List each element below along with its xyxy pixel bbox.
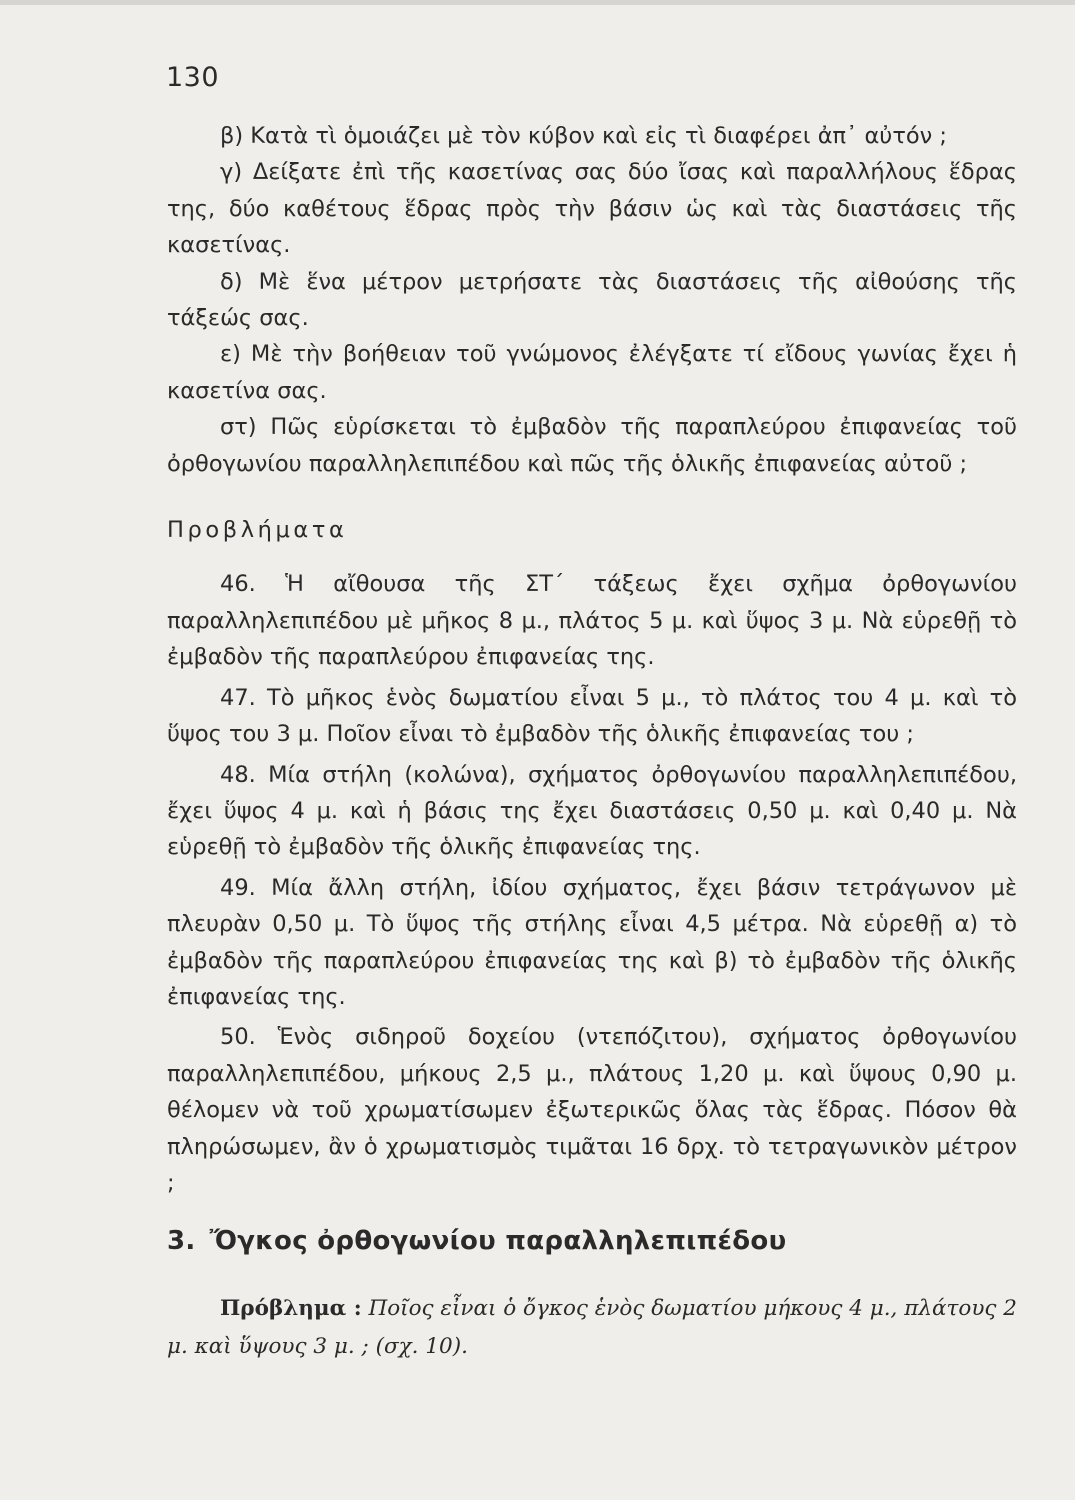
section-heading <box>167 1223 1017 1259</box>
final-problem-text: Ποῖος εἶναι ὁ ὄγκος ἑνὸς δωματίου μήκους 4 μ., πλάτους 2 μ. καὶ ὕψους 3 μ. ; (σχ. 10). <box>167 1295 1017 1359</box>
section-title: Ὄγκος ὀρθογωνίου παραλληλεπιπέδου <box>209 1226 787 1257</box>
page-body <box>167 118 1017 1366</box>
question-e: ε) Μὲ τὴν βοήθειαν τοῦ γνώμονος ἐλέγξατε τί εἴδους γωνίας ἔχει ἡ κασετίνα σας. <box>167 341 1017 404</box>
section-number: 3. <box>167 1226 196 1257</box>
problem-50: 50. Ἑνὸς σιδηροῦ δοχείου (ντεπόζιτου), σχήματος ὀρθογωνίου παραλληλεπιπέδου, μήκους 2,5 μ., πλάτους 1,20 μ. καὶ ὕψους 0,90 μ. θέλομεν νὰ τοῦ χρωματίσωμεν ἐξωτερικῶς ὅλας τὰς ἕδρας. Πόσον θὰ πληρώσωμεν, ἂν ὁ χρωματισμὸς τιμᾶται 16 δρχ. τὸ τετραγωνικὸν μέτρον ; <box>167 1024 1017 1196</box>
page-number: 130 <box>166 62 220 93</box>
top-edge <box>0 0 1075 5</box>
final-problem-label: Πρόβλημα : <box>220 1295 362 1321</box>
problem-48: 48. Μία στήλη (κολώνα), σχήματος ὀρθογωνίου παραλληλεπιπέδου, ἔχει ὕψος 4 μ. καὶ ἡ βάσις της ἔχει διαστάσεις 0,50 μ. καὶ 0,40 μ. Νὰ εὑρεθῇ τὸ ἐμβαδὸν τῆς ὁλικῆς ἐπιφανείας της. <box>167 761 1017 861</box>
problems-heading: Προβλήματα <box>167 517 348 544</box>
question-c: γ) Δείξατε ἐπὶ τῆς κασετίνας σας δύο ἴσας καὶ παραλλήλους ἕδρας της, δύο καθέτους ἕδρας πρὸς τὴν βάσιν ὡς καὶ τὰς διαστάσεις τῆς κασετίνας. <box>167 159 1017 259</box>
question-st: στ) Πῶς εὑρίσκεται τὸ ἐμβαδὸν τῆς παραπλεύρου ἐπιφανείας τοῦ ὀρθογωνίου παραλληλεπιπέδου καὶ πῶς τῆς ὁλικῆς ἐπιφανείας αὐτοῦ ; <box>167 414 1017 477</box>
question-d: δ) Μὲ ἕνα μέτρον μετρήσατε τὰς διαστάσεις τῆς αἰθούσης τῆς τάξεώς σας. <box>167 268 1017 332</box>
problem-46: 46. Ἡ αἴθουσα τῆς ΣΤ΄ τάξεως ἔχει σχῆμα ὀρθογωνίου παραλληλεπιπέδου μὲ μῆκος 8 μ., πλάτος 5 μ. καὶ ὕψος 3 μ. Νὰ εὑρεθῇ τὸ ἐμβαδὸν τῆς παραπλεύρου ἐπιφανείας της. <box>167 571 1017 671</box>
question-b: β) Κατὰ τὶ ὁμοιάζει μὲ τὸν κύβον καὶ εἰς τὶ διαφέρει ἀπ᾽ αὐτόν ; <box>220 123 947 149</box>
final-problem <box>167 1290 1017 1366</box>
problem-47: 47. Τὸ μῆκος ἑνὸς δωματίου εἶναι 5 μ., τὸ πλάτος του 4 μ. καὶ τὸ ὕψος του 3 μ. Ποῖον εἶναι τὸ ἐμβαδὸν τῆς ὁλικῆς ἐπιφανείας του ; <box>167 684 1017 748</box>
problem-49: 49. Μία ἄλλη στήλη, ἰδίου σχήματος, ἔχει βάσιν τετράγωνον μὲ πλευρὰν 0,50 μ. Τὸ ὕψος τῆς στήλης εἶναι 4,5 μέτρα. Νὰ εὑρεθῇ α) τὸ ἐμβαδὸν τῆς παραπλεύρου ἐπιφανείας της καὶ β) τὸ ἐμβαδὸν τῆς ὁλικῆς ἐπιφανείας της. <box>167 874 1017 1010</box>
